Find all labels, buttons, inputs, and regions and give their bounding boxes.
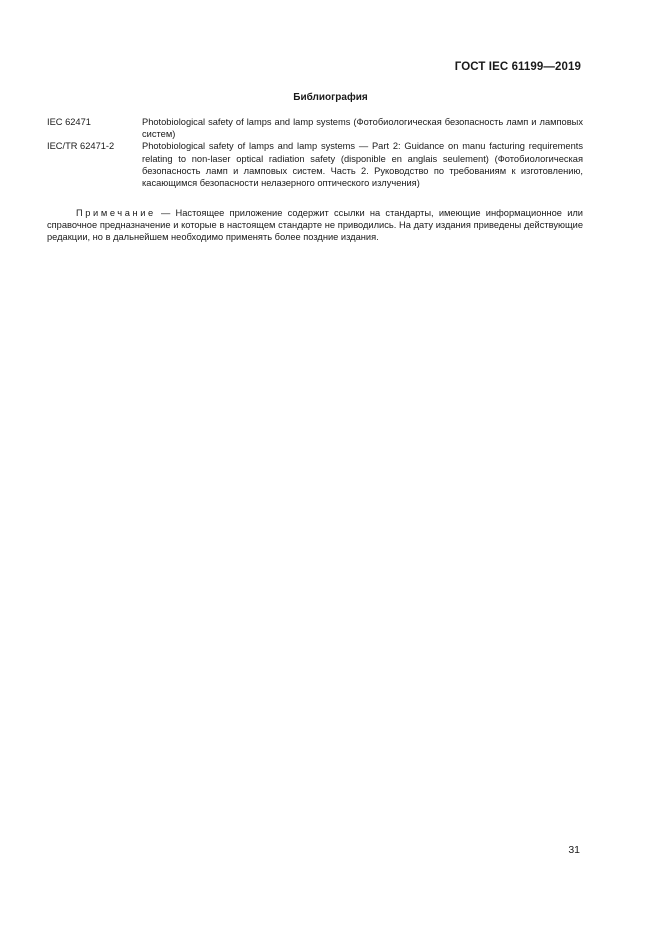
- bibliography-text: Photobiological safety of lamps and lamp systems (Фотобиологическая безопасность ламп и ламповых систем): [142, 117, 583, 140]
- bibliography-entry: [47, 116, 583, 140]
- section-title: Библиография: [293, 92, 368, 103]
- note-text: — Настоящее приложение содержит ссылки на стандарты, имеющие информационное или справочное предназначение и которые в настоящем стандарте не приводились. На дату издания приведены действующие редакции, но в дальнейшем необходимо применять более поздние издания.: [47, 208, 583, 243]
- bibliography-text: Photobiological safety of lamps and lamp systems — Part 2: Guidance on manu facturing requirements relating to non-laser optical radiation safety (disponible en anglais seulement) (Фотобиологическая безопасность ламп и ламповых систем. Часть 2. Руководство по требованиям к изготовлению, касающимся безопасности нелазерного оптического излучения): [142, 141, 583, 189]
- note-paragraph: [47, 207, 583, 244]
- bibliography-code: IEC/TR 62471-2: [47, 141, 115, 152]
- note-label: Примечание: [76, 208, 156, 218]
- bibliography-list: [47, 116, 583, 189]
- bibliography-entry: [47, 140, 583, 189]
- page-number: 31: [568, 844, 580, 856]
- standard-code: ГОСТ IEC 61199—2019: [454, 61, 581, 73]
- bibliography-code: IEC 62471: [47, 117, 91, 127]
